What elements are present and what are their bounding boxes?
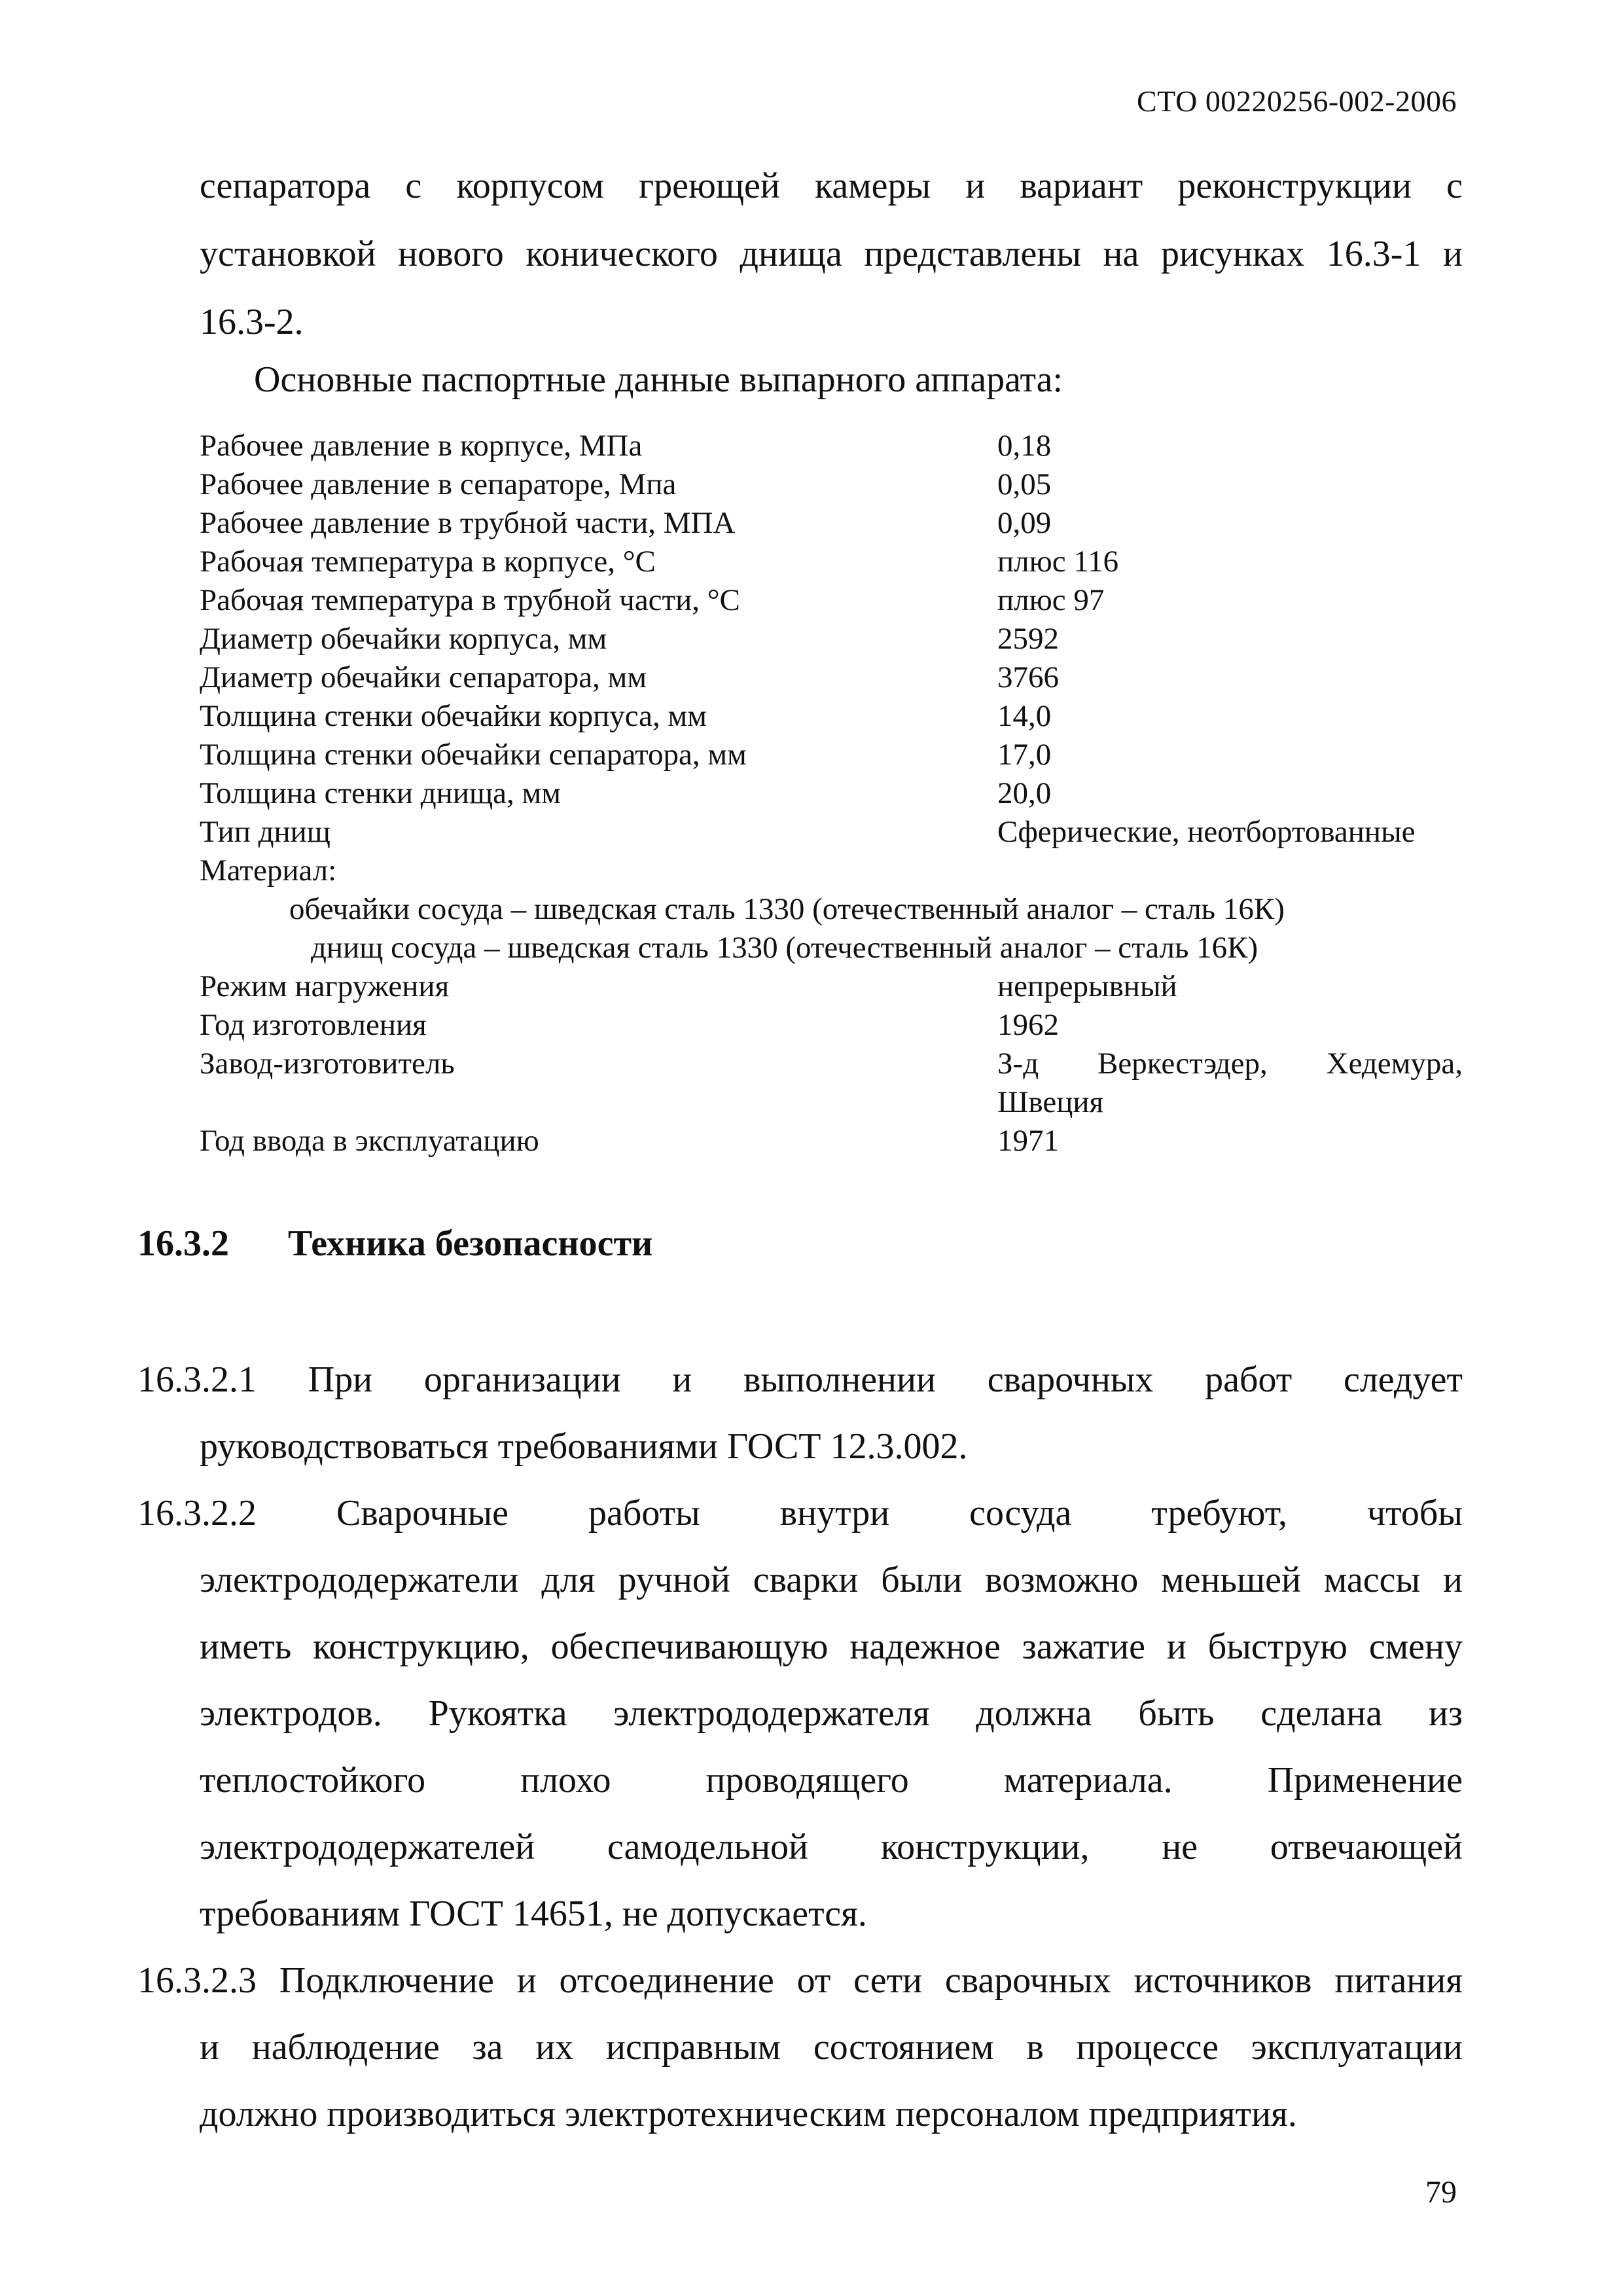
spec-label: Толщина стенки обечайки сепаратора, мм	[200, 738, 747, 772]
spec-row	[200, 465, 1463, 504]
section-title: Техника безопасности	[288, 1223, 653, 1264]
spec-value: плюс 116	[997, 545, 1119, 579]
spec-row	[200, 620, 1463, 658]
spec-label: Завод-изготовитель	[200, 1047, 455, 1081]
spec-label: Тип днищ	[200, 815, 331, 849]
spec-label: Диаметр обечайки корпуса, мм	[200, 622, 607, 656]
clause-line: руководствоваться требованиями ГОСТ 12.3.002.	[200, 1426, 968, 1467]
spec-value: 14,0	[997, 699, 1052, 733]
clause-line: 16.3.2.2 Сварочные работы внутри сосуда требуют, чтобы	[137, 1493, 1463, 1534]
clause-16-3-2-2	[137, 1480, 1463, 1947]
document-code: СТО 00220256-002-2006	[1136, 84, 1457, 118]
spec-value: непрерывный	[997, 969, 1177, 1003]
material-heading-row	[200, 852, 1463, 890]
clause-line: иметь конструкцию, обеспечивающую надежное зажатие и быструю смену	[200, 1626, 1463, 1667]
spec-row	[200, 1045, 1463, 1122]
spec-value: 3766	[997, 660, 1059, 694]
spec-row	[200, 774, 1463, 813]
spec-label: Режим нагружения	[200, 969, 450, 1003]
spec-value: 20,0	[997, 776, 1052, 810]
spec-label: Рабочая температура в корпусе, °С	[200, 545, 656, 579]
clause-line: электрододержателей самодельной конструкции, не отвечающей	[200, 1827, 1463, 1867]
spec-label: Толщина стенки днища, мм	[200, 776, 562, 810]
spec-row	[200, 813, 1463, 852]
spec-label: Рабочая температура в трубной части, °С	[200, 583, 740, 617]
clause-line: требованиям ГОСТ 14651, не допускается.	[200, 1893, 867, 1934]
clause-line: 16.3.2.1 При организации и выполнении сварочных работ следует	[137, 1359, 1463, 1400]
spec-label: Рабочее давление в сепараторе, Мпа	[200, 467, 677, 501]
material-row	[200, 890, 1463, 929]
spec-row	[200, 658, 1463, 697]
top-paragraph	[200, 152, 1463, 356]
paragraph-line: сепаратора с корпусом греющей камеры и вариант реконструкции с	[200, 166, 1463, 206]
specs-intro: Основные паспортные данные выпарного аппарата:	[254, 359, 1063, 400]
section-number: 16.3.2	[137, 1223, 229, 1264]
spec-row	[200, 1006, 1463, 1045]
spec-value: 0,18	[997, 429, 1052, 463]
paragraph-line: установкой нового конического днища представлены на рисунках 16.3-1 и	[200, 234, 1463, 274]
spec-value: плюс 97	[997, 583, 1105, 617]
spec-label: Толщина стенки обечайки корпуса, мм	[200, 699, 707, 733]
material-row	[200, 929, 1463, 967]
material-label: Материал:	[200, 853, 337, 888]
spec-value: 2592	[997, 622, 1059, 656]
specs-table	[200, 427, 1463, 1160]
spec-row	[200, 1122, 1463, 1160]
spec-label: Год изготовления	[200, 1008, 427, 1042]
clause-line: электродов. Рукоятка электрододержателя должна быть сделана из	[200, 1693, 1463, 1734]
spec-row	[200, 581, 1463, 620]
spec-label: Рабочее давление в трубной части, МПА	[200, 506, 736, 540]
clause-line: электрододержатели для ручной сварки были возможно меньшей массы и	[200, 1560, 1463, 1600]
page-number: 79	[1425, 2175, 1457, 2210]
clause-16-3-2-3	[137, 1947, 1463, 2147]
spec-row	[200, 427, 1463, 465]
spec-label: Диаметр обечайки сепаратора, мм	[200, 660, 647, 694]
spec-value: 0,09	[997, 506, 1052, 540]
spec-row	[200, 967, 1463, 1006]
material-line: днищ сосуда – шведская сталь 1330 (отечественный аналог – сталь 16К)	[311, 931, 1258, 965]
spec-value: 1962	[997, 1008, 1059, 1042]
spec-value: Сферические, неотбортованные	[997, 815, 1416, 849]
paragraph-line: 16.3-2.	[200, 302, 304, 342]
spec-row	[200, 543, 1463, 581]
clause-line: должно производиться электротехническим персоналом предприятия.	[200, 2094, 1297, 2134]
spec-value: 1971	[997, 1124, 1059, 1158]
clause-16-3-2-1	[137, 1346, 1463, 1480]
spec-value: 17,0	[997, 738, 1052, 772]
spec-value: З-д Веркестэдер, Хедемура,	[997, 1047, 1463, 1081]
clause-line: и наблюдение за их исправным состоянием в процессе эксплуатации	[200, 2027, 1463, 2068]
clause-line: 16.3.2.3 Подключение и отсоединение от сети сварочных источников питания	[137, 1960, 1463, 2001]
section-heading	[137, 1223, 652, 1265]
spec-value: 0,05	[997, 467, 1052, 501]
clause-line: теплостойкого плохо проводящего материала. Применение	[200, 1760, 1463, 1801]
spec-value-continued: Швеция	[997, 1085, 1104, 1119]
spec-label: Год ввода в эксплуатацию	[200, 1124, 539, 1158]
spec-row	[200, 736, 1463, 774]
spec-row	[200, 697, 1463, 736]
material-line: обечайки сосуда – шведская сталь 1330 (отечественный аналог – сталь 16К)	[289, 892, 1285, 926]
spec-label: Рабочее давление в корпусе, МПа	[200, 429, 643, 463]
spec-row	[200, 504, 1463, 543]
